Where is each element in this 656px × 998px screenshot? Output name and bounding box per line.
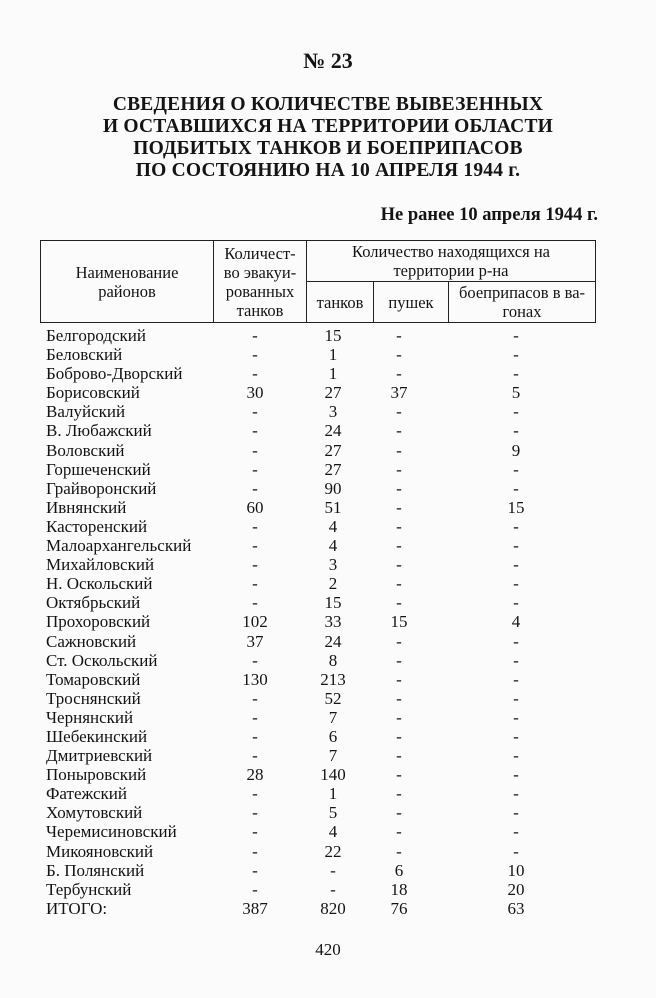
table-row — [46, 822, 606, 841]
evacuated-count: - — [252, 574, 258, 594]
district-name: Касторенский — [46, 516, 148, 536]
ammo-count: - — [513, 803, 519, 823]
district-name: Белгородский — [46, 326, 146, 345]
guns-count: - — [396, 726, 402, 746]
table-header — [40, 240, 596, 323]
guns-count: - — [396, 421, 402, 441]
table-row — [46, 746, 606, 765]
evacuated-count: - — [252, 440, 258, 460]
guns-count: - — [396, 478, 402, 498]
table-row — [46, 517, 606, 536]
district-name: Горшеченский — [46, 459, 151, 479]
evacuated-count: 28 — [246, 765, 264, 785]
tanks-count: 15 — [324, 593, 342, 613]
guns-count: - — [396, 326, 402, 345]
district-name: Б. Полянский — [46, 860, 145, 880]
tanks-count: 51 — [324, 497, 342, 517]
evacuated-count: 60 — [246, 497, 264, 517]
evacuated-count: 387 — [242, 898, 268, 918]
evacuated-count: - — [252, 822, 258, 842]
ammo-count: 9 — [511, 440, 521, 460]
district-name: Прохоровский — [46, 612, 151, 632]
tanks-count: 820 — [320, 898, 346, 918]
district-name: Ивнянский — [46, 497, 127, 517]
tanks-count: 4 — [328, 536, 338, 556]
table-row — [46, 784, 606, 803]
tanks-count: - — [330, 860, 336, 880]
guns-count: - — [396, 497, 402, 517]
guns-count: - — [396, 555, 402, 575]
guns-count: - — [396, 536, 402, 556]
district-name: Сажновский — [46, 631, 137, 651]
table-row — [46, 689, 606, 708]
ammo-count: - — [513, 326, 519, 345]
ammo-count: 15 — [507, 497, 525, 517]
ammo-count: 20 — [507, 879, 525, 899]
district-name: Воловский — [46, 440, 125, 460]
evacuated-count: - — [252, 784, 258, 804]
district-name: Малоархангельский — [46, 536, 192, 556]
table-row — [46, 670, 606, 689]
tanks-count: 7 — [328, 707, 338, 727]
tanks-count: 22 — [324, 841, 342, 861]
evacuated-count: - — [252, 803, 258, 823]
ammo-count: - — [513, 822, 519, 842]
guns-count: 37 — [390, 383, 408, 403]
table-row — [46, 460, 606, 479]
guns-count: - — [396, 765, 402, 785]
district-name: Фатежский — [46, 784, 127, 804]
ammo-count: - — [513, 516, 519, 536]
ammo-count: - — [513, 688, 519, 708]
tanks-count: 1 — [328, 345, 338, 365]
district-name: Валуйский — [46, 402, 126, 422]
ammo-count: - — [513, 650, 519, 670]
header-evacuated: Количест- во эвакуи- рованных танков — [214, 241, 307, 323]
evacuated-count: - — [252, 879, 258, 899]
table-row — [46, 899, 606, 918]
district-name: Октябрьский — [46, 593, 141, 613]
title-line: СВЕДЕНИЯ О КОЛИЧЕСТВЕ ВЫВЕЗЕННЫХ — [112, 94, 544, 115]
ammo-count: 10 — [507, 860, 525, 880]
evacuated-count: - — [252, 459, 258, 479]
ammo-count: - — [513, 841, 519, 861]
evacuated-count: - — [252, 841, 258, 861]
district-name: Ст. Оскольский — [46, 650, 158, 670]
tanks-count: 33 — [324, 612, 342, 632]
table-row — [46, 574, 606, 593]
tanks-count: 213 — [320, 669, 346, 689]
tanks-count: 5 — [328, 803, 338, 823]
table-row — [46, 345, 606, 364]
guns-count: - — [396, 707, 402, 727]
ammo-count: - — [513, 707, 519, 727]
district-name: Дмитриевский — [46, 746, 153, 766]
tanks-count: 6 — [328, 726, 338, 746]
evacuated-count: - — [252, 746, 258, 766]
table-row — [46, 479, 606, 498]
table-row — [46, 880, 606, 899]
table-row — [46, 632, 606, 651]
district-name: Тербунский — [46, 879, 132, 899]
evacuated-count: - — [252, 326, 258, 345]
evacuated-count: - — [252, 536, 258, 556]
table-row — [46, 536, 606, 555]
evacuated-count: - — [252, 345, 258, 365]
ammo-count: - — [513, 765, 519, 785]
document-number: № 23 — [303, 48, 353, 73]
tanks-count: 3 — [328, 402, 338, 422]
header-district: Наименование районов — [41, 241, 214, 323]
tanks-count: 27 — [324, 440, 342, 460]
table-row — [46, 765, 606, 784]
table-row — [46, 861, 606, 880]
table-row — [46, 727, 606, 746]
ammo-count: - — [513, 364, 519, 384]
document-title — [60, 94, 596, 182]
evacuated-count: - — [252, 593, 258, 613]
ammo-count: - — [513, 669, 519, 689]
ammo-count: - — [513, 555, 519, 575]
guns-count: - — [396, 459, 402, 479]
district-name: Боброво-Дворский — [46, 364, 183, 384]
tanks-count: 90 — [324, 478, 342, 498]
evacuated-count: - — [252, 421, 258, 441]
district-name: Томаровский — [46, 669, 141, 689]
evacuated-count: - — [252, 516, 258, 536]
ammo-count: - — [513, 345, 519, 365]
ammo-count: - — [513, 784, 519, 804]
tanks-count: - — [330, 879, 336, 899]
ammo-count: - — [513, 593, 519, 613]
tanks-count: 24 — [324, 631, 342, 651]
tanks-count: 27 — [324, 383, 342, 403]
guns-count: - — [396, 402, 402, 422]
page-number: 420 — [315, 940, 341, 959]
evacuated-count: - — [252, 364, 258, 384]
table-row — [46, 421, 606, 440]
tanks-count: 1 — [328, 784, 338, 804]
tanks-count: 24 — [324, 421, 342, 441]
guns-count: 6 — [394, 860, 404, 880]
evacuated-count: - — [252, 555, 258, 575]
ammo-count: 5 — [511, 383, 521, 403]
district-name: Хомутовский — [46, 803, 143, 823]
evacuated-count: - — [252, 402, 258, 422]
evacuated-count: 37 — [246, 631, 264, 651]
tanks-count: 7 — [328, 746, 338, 766]
ammo-count: 4 — [511, 612, 521, 632]
guns-count: - — [396, 822, 402, 842]
evacuated-count: - — [252, 726, 258, 746]
tanks-count: 3 — [328, 555, 338, 575]
ammo-count: - — [513, 459, 519, 479]
table-row — [46, 651, 606, 670]
guns-count: - — [396, 688, 402, 708]
guns-count: - — [396, 803, 402, 823]
tanks-count: 15 — [324, 326, 342, 345]
evacuated-count: 30 — [246, 383, 264, 403]
guns-count: - — [396, 440, 402, 460]
district-name: Поныровский — [46, 765, 147, 785]
header-remaining-group: Количество находящихся на территории р-на — [307, 241, 596, 282]
table-row — [46, 364, 606, 383]
guns-count: 76 — [390, 898, 408, 918]
table-row — [46, 842, 606, 861]
ammo-count: - — [513, 402, 519, 422]
tanks-count: 140 — [320, 765, 346, 785]
ammo-count: 63 — [507, 898, 525, 918]
guns-count: - — [396, 669, 402, 689]
evacuated-count: - — [252, 688, 258, 708]
tanks-count: 4 — [328, 822, 338, 842]
guns-count: - — [396, 593, 402, 613]
tanks-count: 52 — [324, 688, 342, 708]
district-name: Черемисиновский — [46, 822, 177, 842]
guns-count: - — [396, 784, 402, 804]
evacuated-count: - — [252, 707, 258, 727]
tanks-count: 8 — [328, 650, 338, 670]
guns-count: 15 — [390, 612, 408, 632]
title-line: ПО СОСТОЯНИЮ НА 10 АПРЕЛЯ 1944 г. — [135, 160, 521, 181]
tanks-count: 2 — [328, 574, 338, 594]
table-row — [46, 326, 606, 345]
tanks-count: 27 — [324, 459, 342, 479]
ammo-count: - — [513, 478, 519, 498]
district-name: В. Любажский — [46, 421, 152, 441]
evacuated-count: - — [252, 650, 258, 670]
guns-count: - — [396, 650, 402, 670]
table-row — [46, 383, 606, 402]
ammo-count: - — [513, 574, 519, 594]
district-name: Троснянский — [46, 688, 141, 708]
district-name: Шебекинский — [46, 726, 148, 746]
guns-count: - — [396, 516, 402, 536]
tanks-count: 1 — [328, 364, 338, 384]
ammo-count: - — [513, 536, 519, 556]
ammo-count: - — [513, 746, 519, 766]
table-body — [46, 326, 606, 918]
district-name: Грайворонский — [46, 478, 157, 498]
guns-count: - — [396, 746, 402, 766]
guns-count: - — [396, 574, 402, 594]
table-row — [46, 498, 606, 517]
tanks-count: 4 — [328, 516, 338, 536]
title-line: И ОСТАВШИХСЯ НА ТЕРРИТОРИИ ОБЛАСТИ — [102, 116, 554, 137]
evacuated-count: 130 — [242, 669, 268, 689]
table-row — [46, 593, 606, 612]
date-note: Не ранее 10 апреля 1944 г. — [380, 205, 598, 225]
table-row — [46, 555, 606, 574]
district-name: ИТОГО: — [46, 898, 108, 918]
table-row — [46, 612, 606, 631]
district-name: Н. Оскольский — [46, 574, 153, 594]
evacuated-count: 102 — [242, 612, 268, 632]
ammo-count: - — [513, 726, 519, 746]
header-ammo: боеприпасов в ва- гонах — [449, 282, 596, 323]
guns-count: - — [396, 364, 402, 384]
table-row — [46, 803, 606, 822]
evacuated-count: - — [252, 860, 258, 880]
district-name: Михайловский — [46, 555, 155, 575]
header-guns: пушек — [374, 282, 449, 323]
table-row — [46, 402, 606, 421]
ammo-count: - — [513, 421, 519, 441]
district-name: Микояновский — [46, 841, 154, 861]
district-name: Беловский — [46, 345, 123, 365]
evacuated-count: - — [252, 478, 258, 498]
ammo-count: - — [513, 631, 519, 651]
guns-count: - — [396, 841, 402, 861]
district-name: Чернянский — [46, 707, 134, 727]
table-row — [46, 441, 606, 460]
header-tanks: танков — [307, 282, 374, 323]
guns-count: - — [396, 345, 402, 365]
title-line: ПОДБИТЫХ ТАНКОВ И БОЕПРИПАСОВ — [133, 138, 523, 159]
guns-count: - — [396, 631, 402, 651]
guns-count: 18 — [390, 879, 408, 899]
district-name: Борисовский — [46, 383, 140, 403]
table-row — [46, 708, 606, 727]
